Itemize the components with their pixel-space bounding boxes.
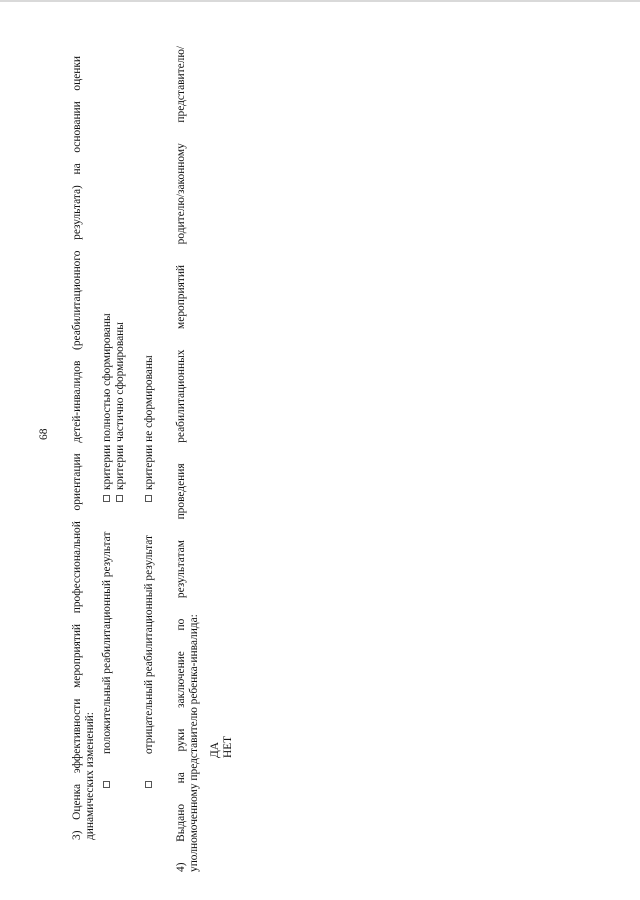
answer-yes: ДА [209,742,221,758]
section4-text-line1: 4) Выдано на руки заключение по результатам проведения реабилитационных мероприятий родителю/законному представителю/ [175,46,187,872]
negative-result-label: отрицательный реабилитационный результат [143,534,155,754]
checkbox-negative[interactable] [143,781,156,788]
answer-no: НЕТ [222,735,234,758]
checkbox-positive[interactable] [101,781,114,788]
option-partially-formed: критерии частично сформированы [114,322,126,490]
section4-text-line2: уполномоченному представителю ребенка-инвалида: [188,614,200,872]
option-not-formed: критерии не сформированы [143,355,155,490]
positive-result-label: положительный реабилитационный результат [101,531,113,754]
checkbox-partially-formed[interactable] [114,495,127,502]
section3-heading-line2: динамических изменений: [84,712,96,840]
checkbox-not-formed[interactable] [143,495,156,502]
page-number: 68 [38,428,50,440]
section3-heading-line1: 3) Оценка эффективности мероприятий профессиональной ориентации детей-инвалидов (реабилитационного результата) на основании оценки [71,56,83,840]
checkbox-fully-formed[interactable] [101,495,114,502]
option-fully-formed: критерии полностью сформированы [101,313,113,490]
